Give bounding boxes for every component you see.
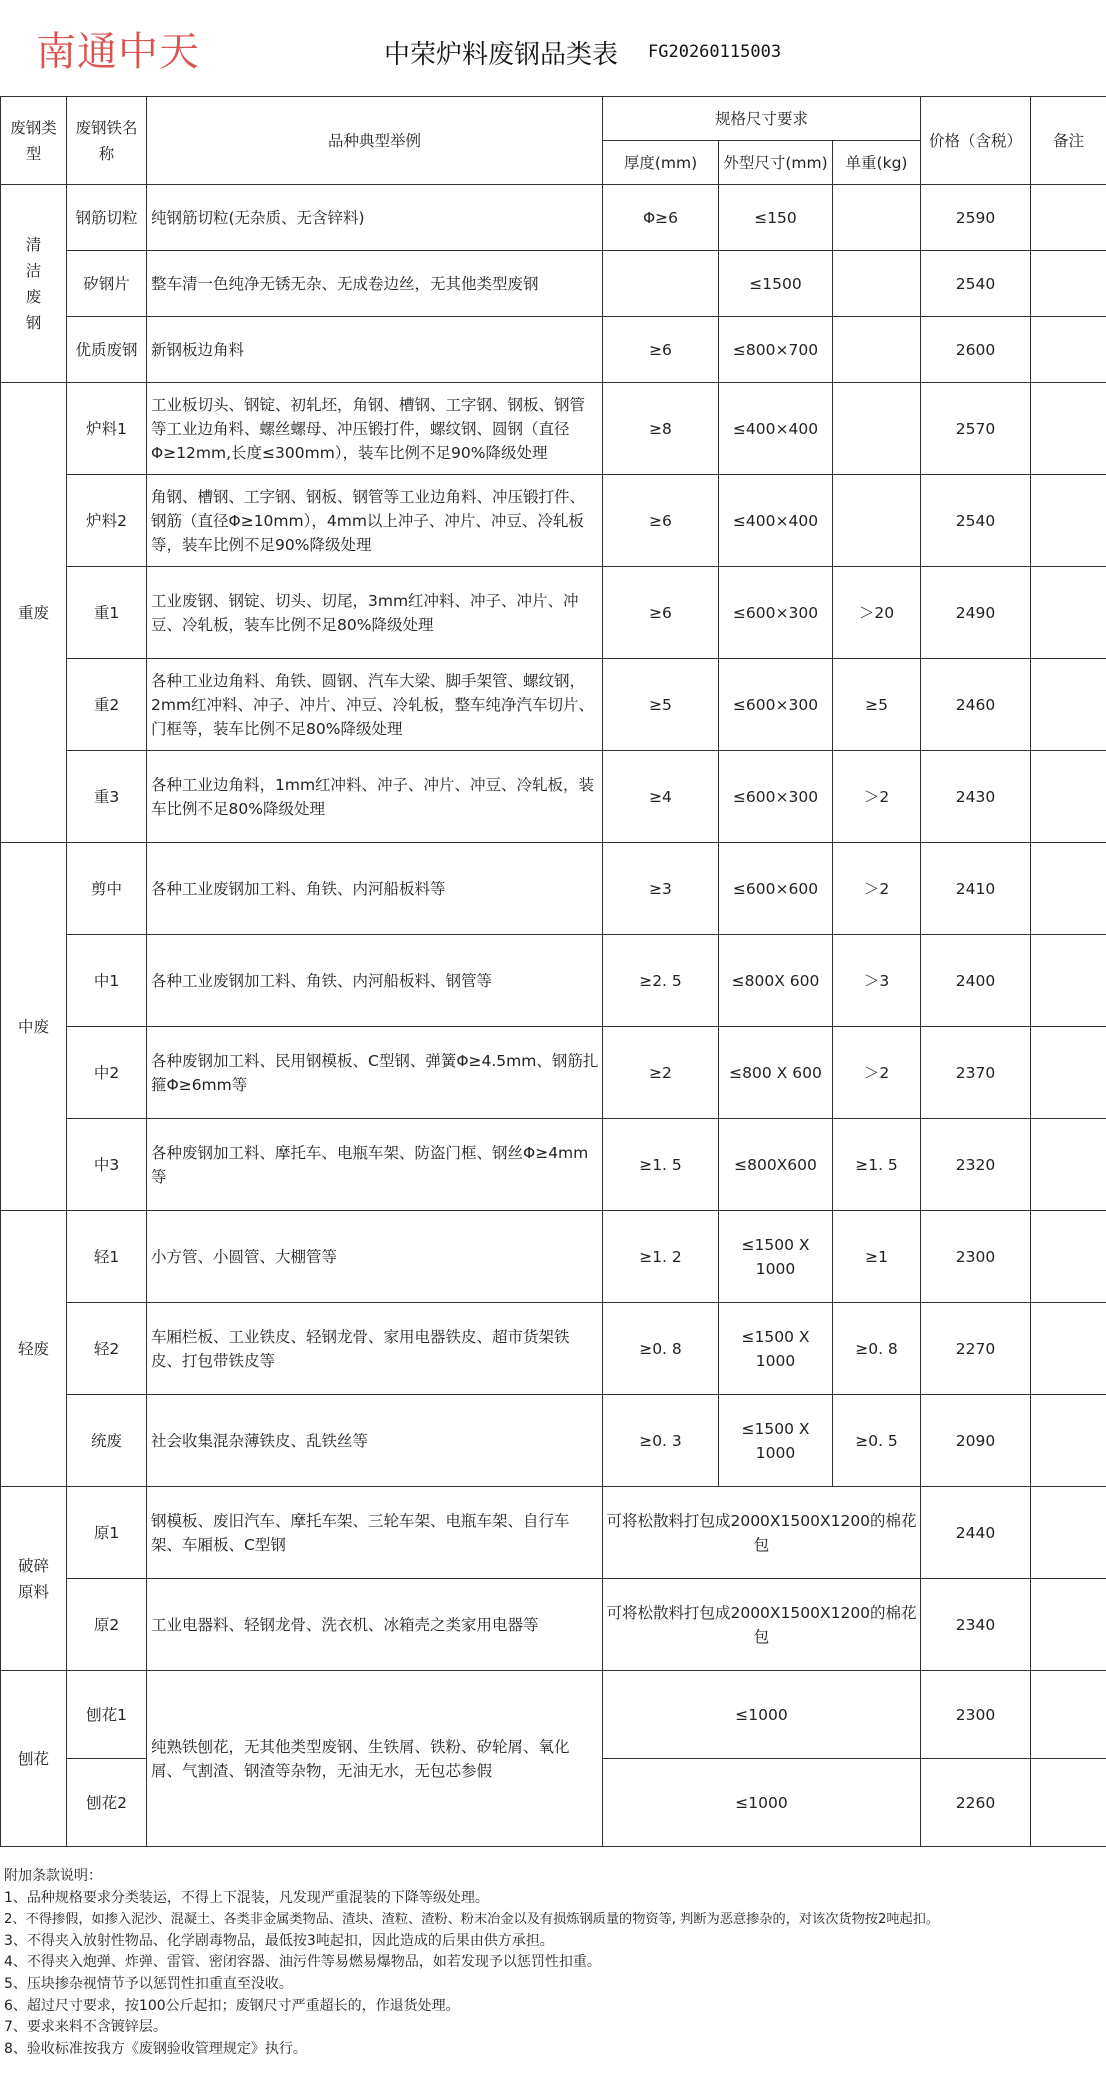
row-size: ≤800 X 600	[719, 1027, 833, 1119]
row-weight	[833, 475, 921, 567]
row-desc: 各种工业边角料，1mm红冲料、冲子、冲片、冲豆、冷轧板，装车比例不足80%降级处理	[147, 751, 603, 843]
row-desc: 工业电器料、轻钢龙骨、洗衣机、冰箱壳之类家用电器等	[147, 1579, 603, 1671]
header-remark: 备注	[1031, 97, 1106, 185]
row-weight	[833, 317, 921, 383]
row-remark	[1031, 1579, 1106, 1671]
row-remark	[1031, 1303, 1106, 1395]
row-price: 2370	[921, 1027, 1031, 1119]
row-spec: ≤1000	[603, 1671, 921, 1759]
row-remark	[1031, 935, 1106, 1027]
row-desc: 社会收集混杂薄铁皮、乱铁丝等	[147, 1395, 603, 1487]
row-remark	[1031, 1759, 1106, 1847]
row-thickness: ≥2	[603, 1027, 719, 1119]
row-remark	[1031, 185, 1106, 251]
row-size: ≤600×300	[719, 751, 833, 843]
header-size: 外型尺寸(mm)	[719, 141, 833, 185]
row-desc: 各种工业废钢加工料、角铁、内河船板料等	[147, 843, 603, 935]
category-medium: 中废	[1, 843, 67, 1211]
row-price: 2570	[921, 383, 1031, 475]
row-remark	[1031, 567, 1106, 659]
row-thickness: ≥1. 2	[603, 1211, 719, 1303]
row-price: 2440	[921, 1487, 1031, 1579]
row-size: ≤400×400	[719, 383, 833, 475]
row-thickness	[603, 251, 719, 317]
row-size: ≤1500 X 1000	[719, 1211, 833, 1303]
terms-notes	[4, 1866, 1104, 2060]
row-remark	[1031, 1211, 1106, 1303]
row-desc: 钢模板、废旧汽车、摩托车架、三轮车架、电瓶车架、自行车架、车厢板、C型钢	[147, 1487, 603, 1579]
row-price: 2400	[921, 935, 1031, 1027]
row-remark	[1031, 383, 1106, 475]
company-logo: 南通中天	[36, 29, 200, 75]
row-desc: 各种工业边角料、角铁、圆钢、汽车大梁、脚手架管、螺纹钢，2mm红冲料、冲子、冲片、冲豆、冷轧板，整车纯净汽车切片、门框等，装车比例不足80%降级处理	[147, 659, 603, 751]
row-weight: ≥0. 5	[833, 1395, 921, 1487]
row-weight	[833, 251, 921, 317]
row-remark	[1031, 659, 1106, 751]
row-price: 2410	[921, 843, 1031, 935]
row-name: 刨花2	[67, 1759, 147, 1847]
row-desc: 工业板切头、钢锭、初轧坯，角钢、槽钢、工字钢、钢板、钢管等工业边角料、螺丝螺母、冲压锻打件，螺纹钢、圆钢（直径Φ≥12mm,长度≤300mm），装车比例不足90%降级处理	[147, 383, 603, 475]
note-item: 3、不得夹入放射性物品、化学剧毒物品，最低按3吨起扣，因此造成的后果由供方承担。	[4, 1932, 554, 1949]
notes-heading: 附加条款说明：	[4, 1868, 102, 1884]
row-remark	[1031, 1487, 1106, 1579]
row-spec: ≤1000	[603, 1759, 921, 1847]
row-name: 中2	[67, 1027, 147, 1119]
page-title: 中荣炉料废钢品类表	[384, 40, 619, 70]
row-name: 炉料2	[67, 475, 147, 567]
row-price: 2600	[921, 317, 1031, 383]
row-weight: ≥0. 8	[833, 1303, 921, 1395]
row-size: ≤1500	[719, 251, 833, 317]
row-price: 2490	[921, 567, 1031, 659]
row-price: 2260	[921, 1759, 1031, 1847]
row-name: 优质废钢	[67, 317, 147, 383]
row-desc: 整车清一色纯净无锈无杂、无成卷边丝，无其他类型废钢	[147, 251, 603, 317]
row-name: 炉料1	[67, 383, 147, 475]
row-desc: 角钢、槽钢、工字钢、钢板、钢管等工业边角料、冲压锻打件、钢筋（直径Φ≥10mm），4mm以上冲子、冲片、冲豆、冷轧板等，装车比例不足90%降级处理	[147, 475, 603, 567]
row-price: 2090	[921, 1395, 1031, 1487]
note-item: 7、要求来料不含镀锌层。	[4, 2019, 167, 2036]
row-weight: ＞2	[833, 1027, 921, 1119]
header-price: 价格（含税）	[921, 97, 1031, 185]
row-name: 原1	[67, 1487, 147, 1579]
row-name: 重3	[67, 751, 147, 843]
row-price: 2540	[921, 251, 1031, 317]
row-desc: 各种废钢加工料、摩托车、电瓶车架、防盗门框、钢丝Φ≥4mm等	[147, 1119, 603, 1211]
note-item: 2、不得掺假，如掺入泥沙、混凝土、各类非金属类物品、渣块、渣粒、渣粉、粉末冶金以及有损炼钢质量的物资等, 判断为恶意掺杂的，对该次货物按2吨起扣。	[4, 1912, 940, 1928]
row-price: 2270	[921, 1303, 1031, 1395]
row-remark	[1031, 1671, 1106, 1759]
row-thickness: ≥6	[603, 567, 719, 659]
row-remark	[1031, 1395, 1106, 1487]
category-heavy: 重废	[1, 383, 67, 843]
row-price: 2540	[921, 475, 1031, 567]
row-name: 统废	[67, 1395, 147, 1487]
row-desc: 各种工业废钢加工料、角铁、内河船板料、钢管等	[147, 935, 603, 1027]
row-thickness: ≥8	[603, 383, 719, 475]
row-remark	[1031, 317, 1106, 383]
row-spec: 可将松散料打包成2000X1500X1200的棉花包	[603, 1487, 921, 1579]
category-clean-label: 清洁废钢	[25, 235, 42, 332]
row-size: ≤600×600	[719, 843, 833, 935]
row-weight: ＞2	[833, 751, 921, 843]
row-desc: 新钢板边角料	[147, 317, 603, 383]
page-header	[0, 0, 1106, 96]
category-light: 轻废	[1, 1211, 67, 1487]
category-shaving: 刨花	[1, 1671, 67, 1847]
document-code: FG20260115003	[648, 42, 782, 62]
header-thickness: 厚度(mm)	[603, 141, 719, 185]
row-name: 原2	[67, 1579, 147, 1671]
row-size: ≤400×400	[719, 475, 833, 567]
row-price: 2460	[921, 659, 1031, 751]
row-weight	[833, 185, 921, 251]
row-size: ≤800X600	[719, 1119, 833, 1211]
row-remark	[1031, 1119, 1106, 1211]
row-name: 剪中	[67, 843, 147, 935]
note-item: 8、验收标准按我方《废钢验收管理规定》执行。	[4, 2040, 307, 2057]
header-spec: 规格尺寸要求	[603, 97, 921, 141]
row-size: ≤600×300	[719, 567, 833, 659]
row-name: 轻1	[67, 1211, 147, 1303]
row-weight: ＞3	[833, 935, 921, 1027]
header-name: 废钢铁名称	[67, 97, 147, 185]
row-name: 重2	[67, 659, 147, 751]
row-name: 中3	[67, 1119, 147, 1211]
row-desc: 车厢栏板、工业铁皮、轻钢龙骨、家用电器铁皮、超市货架铁皮、打包带铁皮等	[147, 1303, 603, 1395]
row-thickness: ≥1. 5	[603, 1119, 719, 1211]
row-desc: 工业废钢、钢锭、切头、切尾，3mm红冲料、冲子、冲片、冲豆、冷轧板，装车比例不足80%降级处理	[147, 567, 603, 659]
row-weight: ＞2	[833, 843, 921, 935]
row-price: 2300	[921, 1211, 1031, 1303]
row-thickness: ≥3	[603, 843, 719, 935]
row-thickness: ≥5	[603, 659, 719, 751]
scrap-steel-table	[0, 96, 1106, 1847]
row-size: ≤800X 600	[719, 935, 833, 1027]
row-name: 矽钢片	[67, 251, 147, 317]
row-price: 2590	[921, 185, 1031, 251]
row-size: ≤1500 X 1000	[719, 1303, 833, 1395]
row-remark	[1031, 843, 1106, 935]
row-name: 中1	[67, 935, 147, 1027]
row-size: ≤800×700	[719, 317, 833, 383]
note-item: 5、压块掺杂视情节予以惩罚性扣重直至没收。	[4, 1975, 293, 1992]
row-weight	[833, 383, 921, 475]
row-name: 刨花1	[67, 1671, 147, 1759]
row-thickness: ≥4	[603, 751, 719, 843]
row-spec: 可将松散料打包成2000X1500X1200的棉花包	[603, 1579, 921, 1671]
row-price: 2340	[921, 1579, 1031, 1671]
row-thickness: ≥0. 3	[603, 1395, 719, 1487]
note-item: 6、超过尺寸要求，按100公斤起扣；废钢尺寸严重超长的，作退货处理。	[4, 1997, 460, 2014]
row-weight: ≥1. 5	[833, 1119, 921, 1211]
row-remark	[1031, 251, 1106, 317]
header-weight: 单重(kg)	[833, 141, 921, 185]
row-name: 轻2	[67, 1303, 147, 1395]
note-item: 1、品种规格要求分类装运，不得上下混装，凡发现严重混装的下降等级处理。	[4, 1889, 489, 1906]
row-desc: 小方管、小圆管、大棚管等	[147, 1211, 603, 1303]
row-remark	[1031, 751, 1106, 843]
shaving-desc: 纯熟铁刨花，无其他类型废钢、生铁屑、铁粉、矽轮屑、氧化屑、气割渣、钢渣等杂物，无油无水，无包芯参假	[147, 1671, 603, 1847]
category-crush	[1, 1487, 67, 1671]
note-item: 4、不得夹入炮弹、炸弹、雷管、密闭容器、油污件等易燃易爆物品，如若发现予以惩罚性扣重。	[4, 1954, 601, 1971]
row-size: ≤150	[719, 185, 833, 251]
header-example: 品种典型举例	[147, 97, 603, 185]
category-crush-label: 破碎原料	[17, 1556, 49, 1601]
row-size: ≤600×300	[719, 659, 833, 751]
row-remark	[1031, 475, 1106, 567]
row-desc: 各种废钢加工料、民用钢模板、C型钢、弹簧Φ≥4.5mm、钢筋扎箍Φ≥6mm等	[147, 1027, 603, 1119]
row-price: 2300	[921, 1671, 1031, 1759]
category-clean	[1, 185, 67, 383]
row-thickness: ≥6	[603, 475, 719, 567]
row-weight: ≥5	[833, 659, 921, 751]
row-thickness: ≥0. 8	[603, 1303, 719, 1395]
row-weight: ＞20	[833, 567, 921, 659]
row-price: 2320	[921, 1119, 1031, 1211]
row-thickness: ≥6	[603, 317, 719, 383]
row-remark	[1031, 1027, 1106, 1119]
row-name: 钢筋切粒	[67, 185, 147, 251]
row-name: 重1	[67, 567, 147, 659]
row-price: 2430	[921, 751, 1031, 843]
row-thickness: ≥2. 5	[603, 935, 719, 1027]
row-desc: 纯钢筋切粒(无杂质、无含锌料)	[147, 185, 603, 251]
row-size: ≤1500 X 1000	[719, 1395, 833, 1487]
row-thickness: Φ≥6	[603, 185, 719, 251]
header-type: 废钢类型	[1, 97, 67, 185]
row-weight: ≥1	[833, 1211, 921, 1303]
